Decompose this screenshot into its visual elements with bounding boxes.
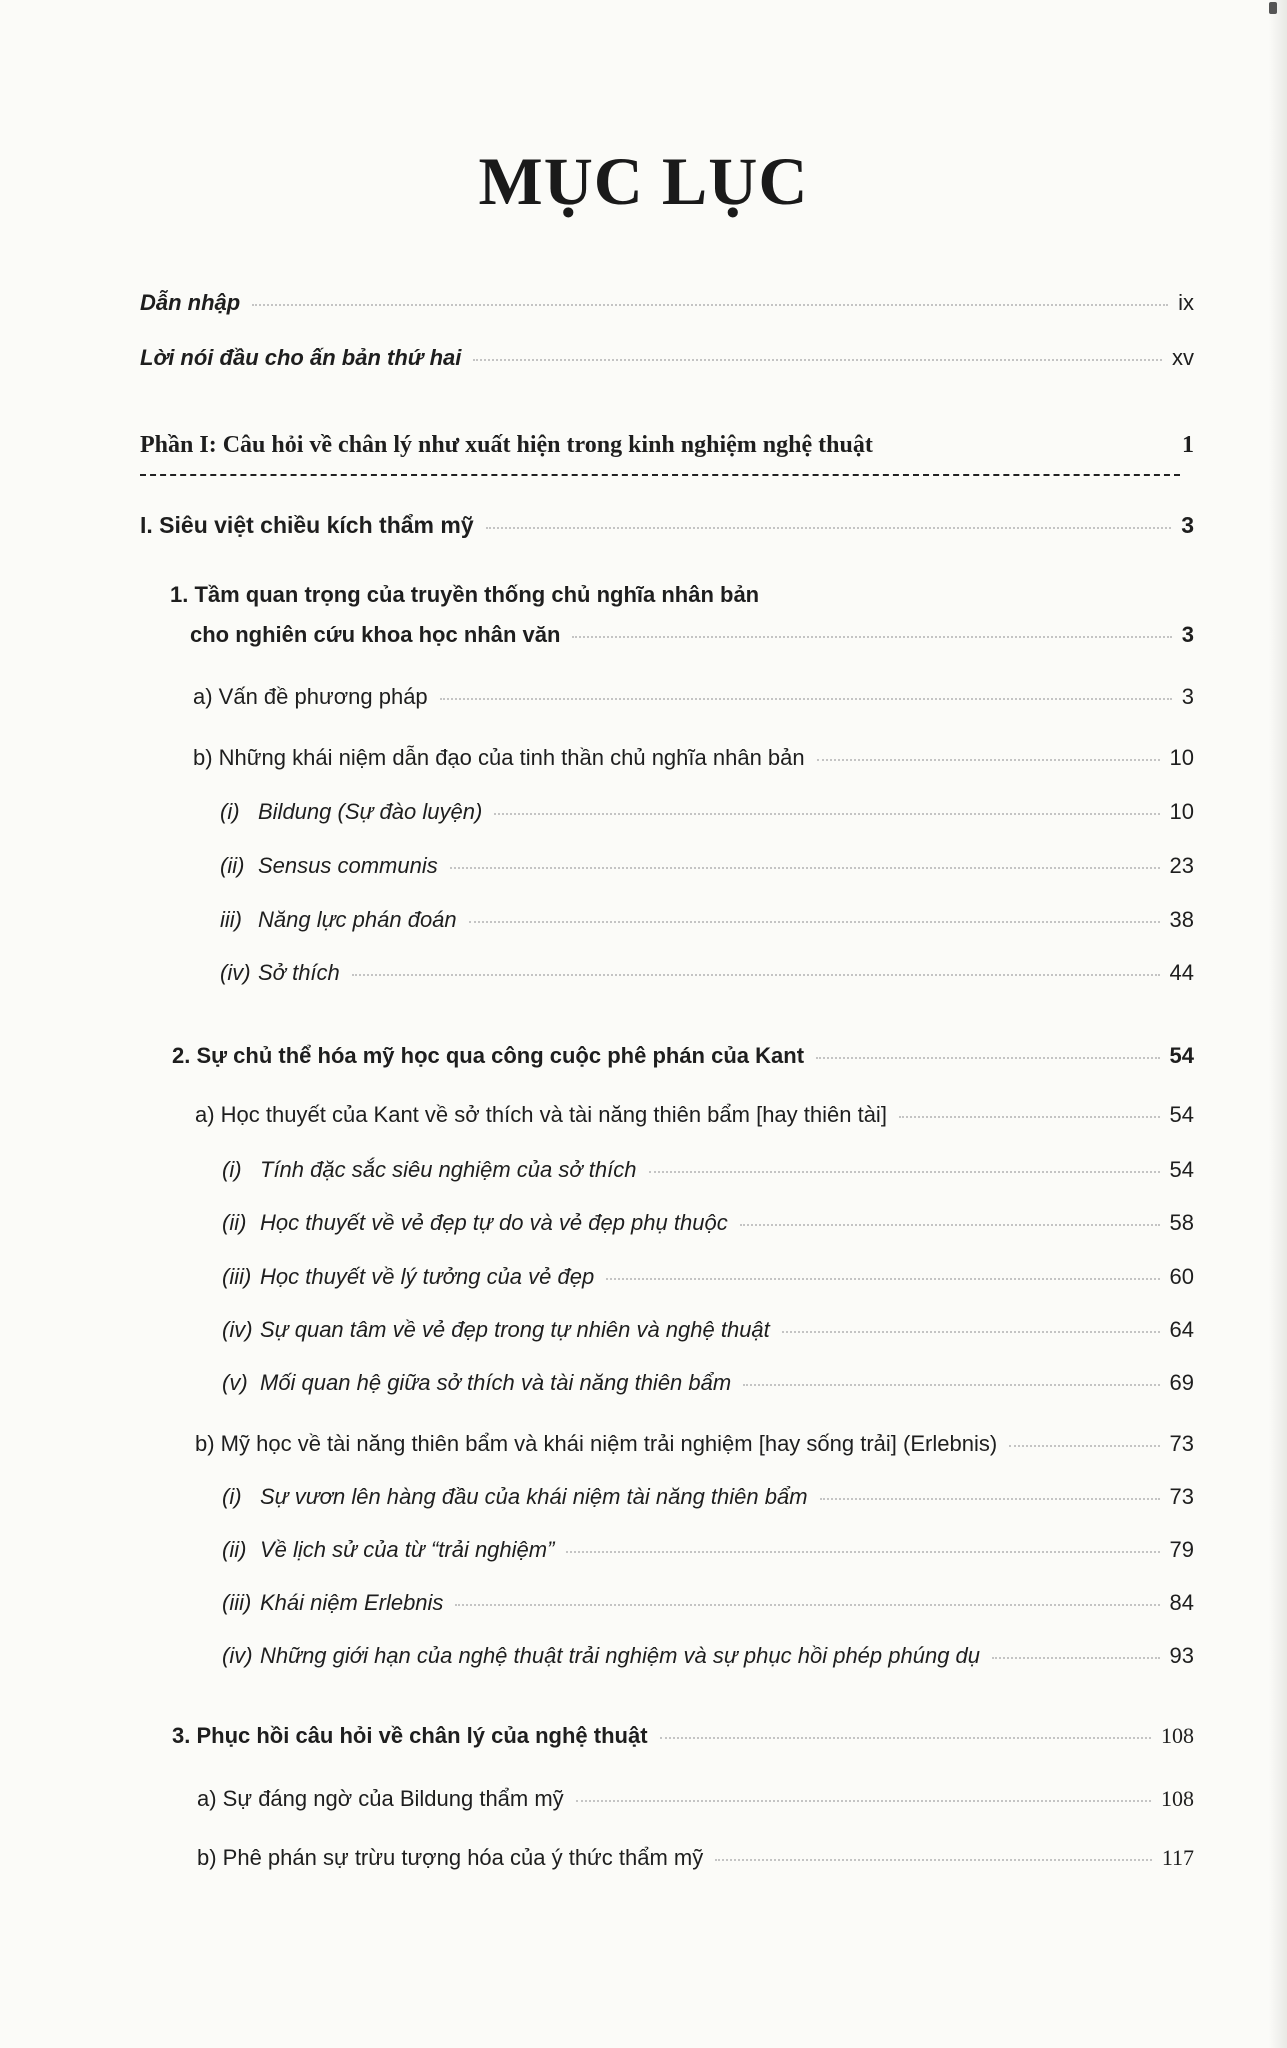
dot-leader: [817, 759, 1160, 761]
toc-entry-label: Sự quan tâm về vẻ đẹp trong tự nhiên và nghệ thuật: [260, 1317, 770, 1342]
dot-leader: [440, 698, 1172, 700]
toc-entry-page: 84: [1169, 1590, 1194, 1615]
toc-entry-chapter-1[interactable]: [0, 512, 1287, 539]
dot-leader: [649, 1171, 1160, 1173]
toc-entry-label: Học thuyết về vẻ đẹp tự do và vẻ đẹp phụ thuộc: [260, 1210, 728, 1235]
dot-leader: [576, 1800, 1151, 1802]
toc-entry-page: 44: [1169, 960, 1194, 985]
toc-entry-page: 3: [1181, 512, 1194, 538]
dot-leader: [572, 636, 1171, 638]
toc-entry-label: Lời nói đầu cho ấn bản thứ hai: [140, 345, 462, 370]
toc-entry-section-2b-ii[interactable]: [0, 1537, 1287, 1563]
dot-leader: [715, 1859, 1152, 1861]
toc-entry-label: Tính đặc sắc siêu nghiệm của sở thích: [260, 1157, 637, 1182]
toc-entry-label: Mối quan hệ giữa sở thích và tài năng thiên bẩm: [260, 1370, 732, 1395]
toc-entry-section-2a-i[interactable]: [0, 1157, 1287, 1183]
toc-entry-text: [220, 853, 438, 879]
dot-leader: [740, 1224, 1160, 1226]
toc-entry-page: 10: [1169, 745, 1194, 770]
toc-entry-label: b) Mỹ học về tài năng thiên bẩm và khái niệm trải nghiệm [hay sống trải] (Erlebnis): [195, 1431, 998, 1456]
toc-entry-section-3[interactable]: [0, 1723, 1287, 1749]
toc-entry-label: Năng lực phán đoán: [258, 907, 457, 932]
toc-entry-page: 108: [1161, 1786, 1194, 1811]
toc-entry-text: [222, 1370, 731, 1396]
toc-entry-label: a) Vấn đề phương pháp: [193, 684, 428, 709]
toc-entry-page: 54: [1169, 1157, 1194, 1182]
item-number: (ii): [222, 1537, 247, 1562]
item-number: (v): [222, 1370, 248, 1395]
toc-entry-section-2b-i[interactable]: [0, 1484, 1287, 1510]
toc-entry-page: 108: [1161, 1723, 1194, 1748]
toc-entry-page: 54: [1169, 1043, 1194, 1068]
toc-entry-label: Khái niệm Erlebnis: [260, 1590, 444, 1615]
toc-entry-section-1b-iii[interactable]: [0, 907, 1287, 933]
toc-entry-text: [222, 1590, 443, 1616]
item-number: (iii): [222, 1264, 252, 1289]
item-number: (i): [222, 1484, 242, 1509]
dot-leader: [1009, 1445, 1159, 1447]
toc-entry-introduction[interactable]: [0, 290, 1287, 316]
item-number: (ii): [222, 1210, 247, 1235]
dot-leader: [455, 1604, 1159, 1606]
dot-leader: [606, 1278, 1159, 1280]
toc-entry-label-continued: cho nghiên cứu khoa học nhân văn: [190, 622, 561, 647]
item-number: (iv): [220, 960, 251, 985]
toc-entry-section-3a[interactable]: [0, 1786, 1287, 1812]
toc-entry-text: [222, 1317, 770, 1343]
toc-entry-text: [222, 1264, 594, 1290]
dot-leader: [469, 921, 1160, 923]
toc-entry-label: a) Sự đáng ngờ của Bildung thẩm mỹ: [197, 1786, 564, 1811]
toc-entry-page: 69: [1169, 1370, 1194, 1395]
toc-entry-text: [220, 960, 340, 986]
toc-entry-section-2b[interactable]: [0, 1431, 1287, 1457]
toc-entry-section-2a-v[interactable]: [0, 1370, 1287, 1396]
toc-entry-page: 1: [1182, 432, 1194, 458]
toc-entry-text: [222, 1643, 980, 1669]
dot-leader: [252, 304, 1168, 306]
toc-entry-page: ix: [1178, 290, 1194, 315]
dot-leader: [566, 1551, 1159, 1553]
part-divider: [140, 474, 1180, 476]
dot-leader: [486, 527, 1172, 529]
dot-leader: [899, 1116, 1160, 1118]
toc-entry-label: a) Học thuyết của Kant về sở thích và tài năng thiên bẩm [hay thiên tài]: [195, 1102, 887, 1127]
toc-entry-label: Bildung (Sự đào luyện): [258, 799, 483, 824]
dot-leader: [352, 974, 1160, 976]
toc-entry-section-2[interactable]: [0, 1043, 1287, 1069]
toc-entry-preface-second-edition[interactable]: [0, 345, 1287, 371]
toc-entry-text: [220, 799, 482, 825]
toc-entry-section-2a-ii[interactable]: [0, 1210, 1287, 1236]
toc-entry-text: [220, 907, 457, 933]
dot-leader: [820, 1498, 1160, 1500]
toc-entry-page: 38: [1169, 907, 1194, 932]
toc-entry-label: Học thuyết về lý tưởng của vẻ đẹp: [260, 1264, 595, 1289]
toc-entry-text: [222, 1157, 637, 1183]
toc-entry-line-1: [0, 582, 1287, 608]
toc-entry-label: 2. Sự chủ thể hóa mỹ học qua công cuộc phê phán của Kant: [172, 1043, 805, 1068]
toc-entry-label: Sensus communis: [258, 853, 438, 878]
item-number: (iv): [222, 1317, 253, 1342]
toc-entry-page: xv: [1172, 345, 1194, 370]
toc-entry-page: 3: [1181, 684, 1194, 709]
toc-entry-label: b) Phê phán sự trừu tượng hóa của ý thức thẩm mỹ: [197, 1845, 704, 1870]
toc-entry-section-2b-iii[interactable]: [0, 1590, 1287, 1616]
toc-entry-section-1b-ii[interactable]: [0, 853, 1287, 879]
toc-entry-label: Những giới hạn của nghệ thuật trải nghiệm và sự phục hồi phép phúng dụ: [260, 1643, 981, 1668]
toc-entry-label: Dẫn nhập: [140, 290, 241, 315]
toc-entry-page: 54: [1169, 1102, 1194, 1127]
toc-entry-label: 1. Tầm quan trọng của truyền thống chủ nghĩa nhân bản: [170, 582, 760, 607]
toc-entry-page: 93: [1169, 1643, 1194, 1668]
dot-leader: [782, 1331, 1160, 1333]
toc-entry-page: 23: [1169, 853, 1194, 878]
corner-mark: [1269, 2, 1277, 14]
dot-leader: [885, 446, 1172, 448]
toc-entry-line-2: [0, 622, 1287, 648]
dot-leader: [743, 1384, 1159, 1386]
toc-entry-label: Phần I: Câu hỏi về chân lý như xuất hiện trong kinh nghiệm nghệ thuật: [140, 432, 873, 458]
toc-entry-page: 64: [1169, 1317, 1194, 1342]
toc-entry-label: 3. Phục hồi câu hỏi về chân lý của nghệ thuật: [172, 1723, 648, 1748]
toc-entry-page: 73: [1169, 1484, 1194, 1509]
item-number: (i): [222, 1157, 242, 1182]
toc-entry-section-3b[interactable]: [0, 1845, 1287, 1871]
item-number: (iii): [222, 1590, 252, 1615]
toc-entry-page: 10: [1169, 799, 1194, 824]
toc-entry-section-2a-iv[interactable]: [0, 1317, 1287, 1343]
toc-entry-page: 58: [1169, 1210, 1194, 1235]
toc-entry-label: b) Những khái niệm dẫn đạo của tinh thần chủ nghĩa nhân bản: [193, 745, 805, 770]
toc-entry-label: Sở thích: [258, 960, 340, 985]
toc-entry-section-2b-iv[interactable]: [0, 1643, 1287, 1669]
toc-entry-section-2a-iii[interactable]: [0, 1264, 1287, 1290]
item-number: (iv): [222, 1643, 253, 1668]
toc-entry-label: Về lịch sử của từ “trải nghiệm”: [260, 1537, 555, 1562]
toc-entry-section-2a[interactable]: [0, 1102, 1287, 1128]
toc-entry-part-1[interactable]: [0, 432, 1287, 459]
dot-leader: [473, 359, 1162, 361]
dot-leader: [660, 1737, 1151, 1739]
toc-entry-page: 3: [1181, 622, 1194, 647]
toc-entry-section-1b-iv[interactable]: [0, 960, 1287, 986]
toc-entry-label: I. Siêu việt chiều kích thẩm mỹ: [140, 512, 474, 538]
item-number: (i): [220, 799, 240, 824]
dot-leader: [992, 1657, 1159, 1659]
toc-entry-text: [222, 1210, 728, 1236]
toc-entry-page: 60: [1169, 1264, 1194, 1289]
toc-entry-section-1b-i[interactable]: [0, 799, 1287, 825]
toc-entry-label: Sự vươn lên hàng đầu của khái niệm tài năng thiên bẩm: [260, 1484, 808, 1509]
toc-entry-text: [222, 1484, 808, 1510]
item-number: iii): [220, 907, 242, 932]
dot-leader: [450, 867, 1160, 869]
toc-entry-page: 79: [1169, 1537, 1194, 1562]
toc-entry-page: 117: [1161, 1845, 1194, 1870]
page-title: MỤC LỤC: [478, 143, 809, 219]
toc-entry-section-1a[interactable]: [0, 684, 1287, 710]
dot-leader: [816, 1057, 1159, 1059]
dot-leader: [494, 813, 1159, 815]
item-number: (ii): [220, 853, 245, 878]
toc-entry-page: 73: [1169, 1431, 1194, 1456]
toc-entry-text: [222, 1537, 554, 1563]
toc-entry-section-1b[interactable]: [0, 745, 1287, 771]
